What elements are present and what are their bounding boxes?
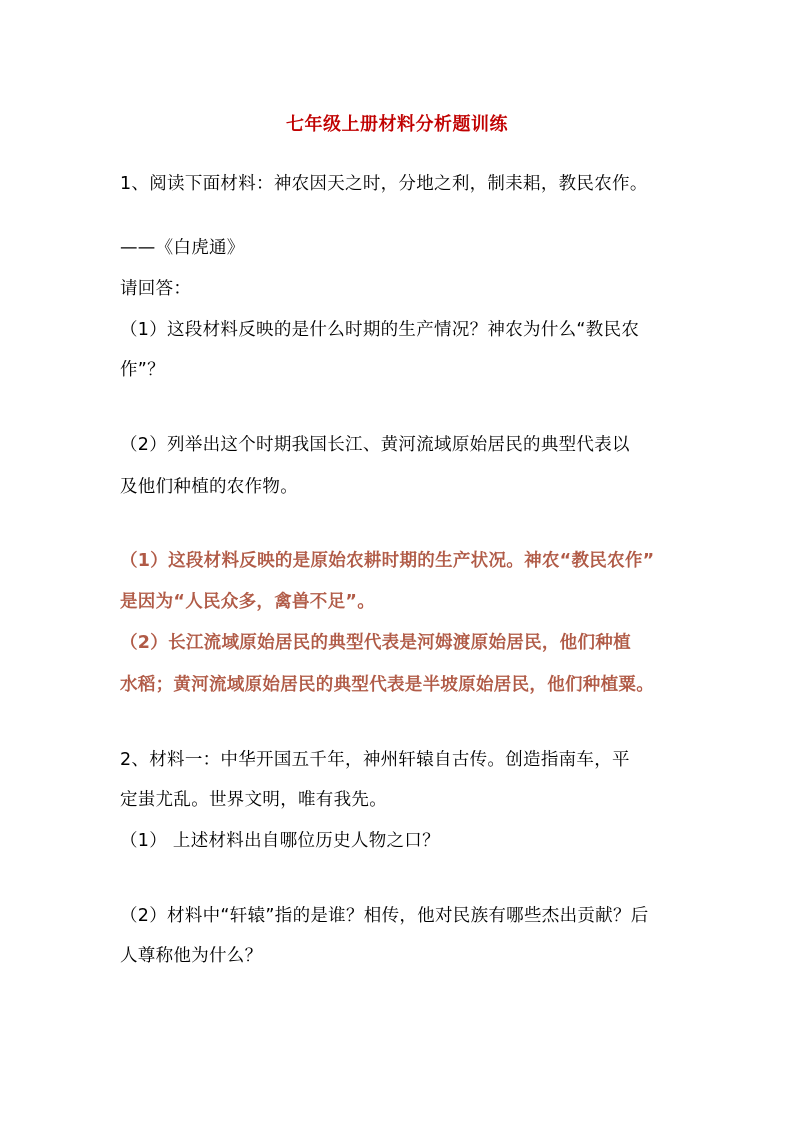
- q1-answer1-line2: 是因为“人民众多，禽兽不足”。: [120, 592, 376, 612]
- q1-sub2-line1: （2）列举出这个时期我国长江、黄河流域原始居民的典型代表以: [120, 435, 630, 455]
- q1-source: ——《白虎通》: [120, 238, 245, 258]
- q2-sub2-line1: （2）材料中“轩辕”指的是谁？相传，他对民族有哪些杰出贡献？后: [120, 906, 649, 926]
- q2-material-line1: 2、材料一：中华开国五千年，神州轩辕自古传。创造指南车，平: [120, 750, 630, 770]
- q1-sub2-line2: 及他们种植的农作物。: [120, 477, 298, 497]
- q1-answer1-line1: （1）这段材料反映的是原始农耕时期的生产状况。神农“教民农作”: [120, 551, 655, 571]
- q1-sub1-line1: （1）这段材料反映的是什么时期的生产情况？神农为什么“教民农: [120, 320, 640, 340]
- q2-sub1: （1） 上述材料出自哪位历史人物之口？: [120, 831, 440, 851]
- q1-prompt: 请回答：: [120, 279, 192, 299]
- q2-sub2-line2: 人尊称他为什么？: [120, 946, 263, 966]
- q1-material: 1、阅读下面材料：神农因天之时，分地之利，制耒耜，教民农作。: [120, 174, 648, 194]
- q1-sub1-line2: 作”？: [120, 360, 165, 380]
- q2-material-line2: 定蚩尤乱。世界文明，唯有我先。: [120, 790, 387, 810]
- q1-answer2-line1: （2）长江流域原始居民的典型代表是河姆渡原始居民，他们种植: [120, 633, 631, 653]
- q1-answer2-line2: 水稻；黄河流域原始居民的典型代表是半坡原始居民，他们种植粟。: [120, 675, 654, 695]
- document-title: 七年级上册材料分析题训练: [286, 114, 508, 135]
